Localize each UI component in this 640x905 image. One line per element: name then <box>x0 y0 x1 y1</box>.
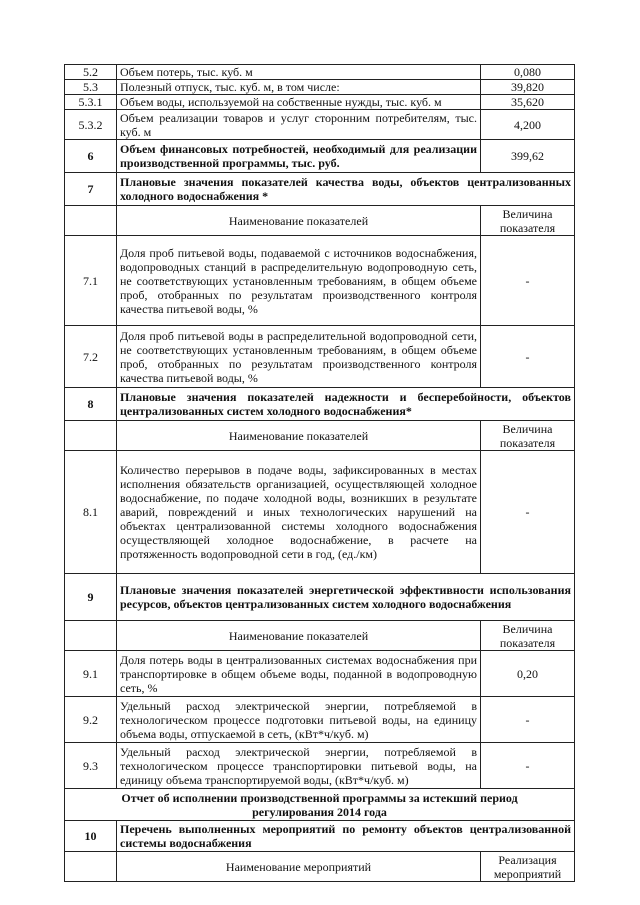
table-row <box>65 651 575 697</box>
column-header-value: Величина показателя <box>481 206 575 236</box>
column-header-value: Величина показателя <box>481 621 575 651</box>
table-row <box>65 743 575 789</box>
section-title: Плановые значения показателей качества воды, объектов централизованных холодного водоснабжения * <box>117 173 575 206</box>
row-value: - <box>481 326 575 388</box>
row-text: Доля проб питьевой воды в распределительной водопроводной сети, не соответствующих установленным требованиям, в общем объеме проб, отобранных по результатам производственного контроля качества питьевой воды, % <box>117 326 481 388</box>
row-text: Объем реализации товаров и услуг сторонним потребителям, тыс. куб. м <box>117 110 481 140</box>
section-title: Плановые значения показателей энергетической эффективности использования ресурсов, объектов централизованных систем холодного водоснабжения <box>117 574 575 621</box>
section-title: Объем финансовых потребностей, необходимый для реализации производственной программы, тыс. руб. <box>117 140 481 173</box>
table-row <box>65 326 575 388</box>
section-row <box>65 574 575 621</box>
section-number: 9 <box>65 574 117 621</box>
row-number: 9.3 <box>65 743 117 789</box>
section-row <box>65 388 575 421</box>
report-heading: Отчет об исполнении производственной программы за истекший период регулирования 2014 года <box>65 789 575 821</box>
production-program-table <box>64 64 575 882</box>
column-header-name: Наименование показателей <box>117 206 481 236</box>
row-value: 35,620 <box>481 95 575 110</box>
report-heading-row <box>65 789 575 821</box>
table-row <box>65 110 575 140</box>
column-header-row <box>65 852 575 882</box>
row-text: Объем потерь, тыс. куб. м <box>117 65 481 80</box>
row-number: 8.1 <box>65 451 117 574</box>
column-header-name: Наименование показателей <box>117 421 481 451</box>
row-number: 5.2 <box>65 65 117 80</box>
section-title: Плановые значения показателей надежности и бесперебойности, объектов централизованных систем холодного водоснабжения* <box>117 388 575 421</box>
table-row <box>65 65 575 80</box>
section-row <box>65 140 575 173</box>
column-header-row <box>65 621 575 651</box>
section-number: 6 <box>65 140 117 173</box>
row-text: Удельный расход электрической энергии, потребляемой в технологическом процессе подготовки питьевой воды, на единицу объема воды, отпускаемой в сеть, (кВт*ч/куб. м) <box>117 697 481 743</box>
table-row <box>65 236 575 326</box>
row-value: - <box>481 743 575 789</box>
table-row <box>65 80 575 95</box>
row-text: Доля проб питьевой воды, подаваемой с источников водоснабжения, водопроводных станций в распределительную водопроводную сеть, не соответствующих установленным требованиям, в общем объеме проб, отобранных по результатам производственного контроля качества питьевой воды, % <box>117 236 481 326</box>
row-number: 5.3 <box>65 80 117 95</box>
section-value: 399,62 <box>481 140 575 173</box>
section-title: Перечень выполненных мероприятий по ремонту объектов централизованной системы водоснабжения <box>117 821 575 852</box>
row-number: 9.2 <box>65 697 117 743</box>
row-value: - <box>481 236 575 326</box>
table-row <box>65 451 575 574</box>
row-text: Полезный отпуск, тыс. куб. м, в том числе: <box>117 80 481 95</box>
section-row <box>65 173 575 206</box>
row-value: 4,200 <box>481 110 575 140</box>
section-number: 7 <box>65 173 117 206</box>
column-header-row <box>65 206 575 236</box>
column-header-name: Наименование показателей <box>117 621 481 651</box>
row-value: 39,820 <box>481 80 575 95</box>
row-number: 7.1 <box>65 236 117 326</box>
row-text: Удельный расход электрической энергии, потребляемой в технологическом процессе транспортировки питьевой воды, на единицу объема транспортируемой воды, (кВт*ч/куб. м) <box>117 743 481 789</box>
column-header-value: Величина показателя <box>481 421 575 451</box>
section-number: 8 <box>65 388 117 421</box>
column-header-name: Наименование мероприятий <box>117 852 481 882</box>
row-text: Объем воды, используемой на собственные нужды, тыс. куб. м <box>117 95 481 110</box>
row-value: 0,20 <box>481 651 575 697</box>
row-value: - <box>481 451 575 574</box>
row-text: Количество перерывов в подаче воды, зафиксированных в местах исполнения обязательств организацией, осуществляющей холодное водоснабжение, по подаче холодной воды, возникших в результате аварий, повреждений и иных технологических нарушений на объектах централизованной системы холодного водоснабжения осуществляющей холодное водоснабжение, в расчете на протяженность водопроводной сети в год, (ед./км) <box>117 451 481 574</box>
column-header-value: Реализация мероприятий <box>481 852 575 882</box>
row-text: Доля потерь воды в централизованных системах водоснабжения при транспортировке в общем объеме воды, поданной в водопроводную сеть, % <box>117 651 481 697</box>
row-number: 9.1 <box>65 651 117 697</box>
section-number: 10 <box>65 821 117 852</box>
row-number: 5.3.2 <box>65 110 117 140</box>
section-row <box>65 821 575 852</box>
column-header-row <box>65 421 575 451</box>
table-row <box>65 95 575 110</box>
row-number: 5.3.1 <box>65 95 117 110</box>
row-number: 7.2 <box>65 326 117 388</box>
table-row <box>65 697 575 743</box>
row-value: 0,080 <box>481 65 575 80</box>
row-value: - <box>481 697 575 743</box>
